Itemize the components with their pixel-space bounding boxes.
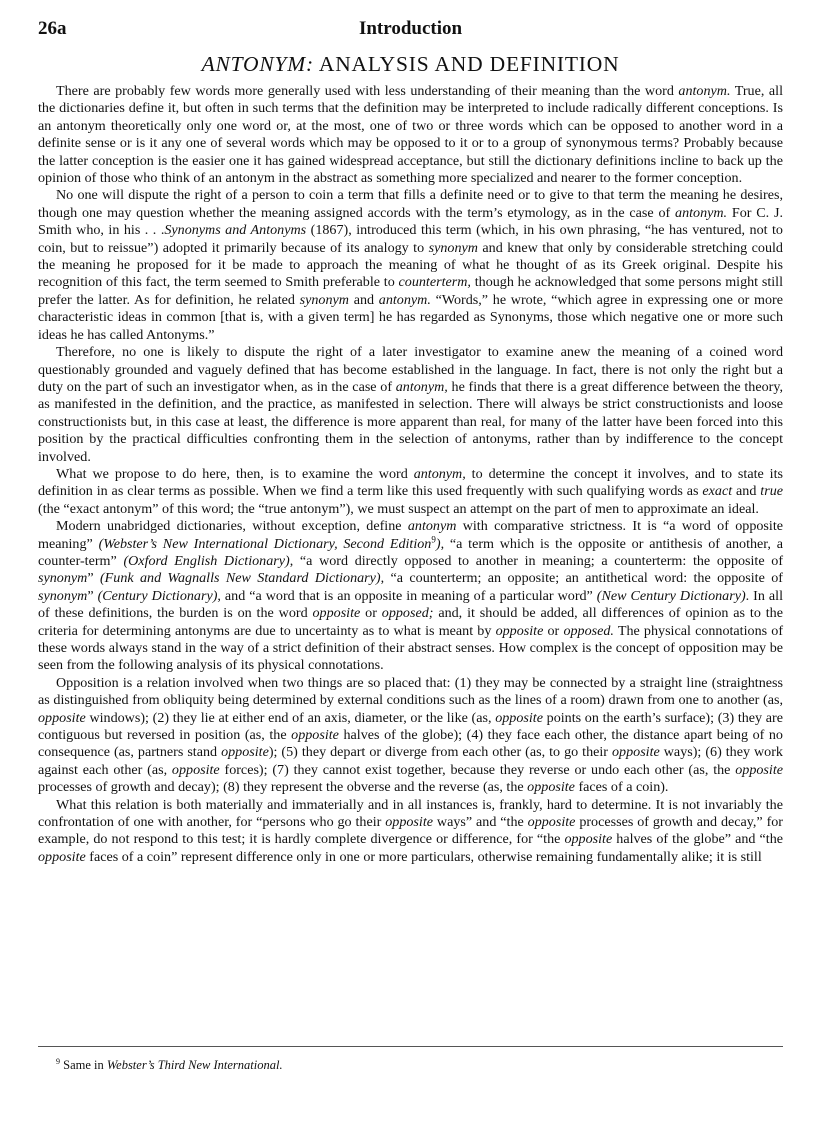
italic-term: Synonyms and Antonyms bbox=[164, 222, 307, 239]
text-run: and bbox=[732, 483, 761, 500]
italic-term: (Funk and Wagnalls New Standard Dictionary) bbox=[99, 570, 381, 587]
text-run: , “a word directly opposed to another in meaning; a counterterm: the opposite of bbox=[289, 552, 784, 569]
italic-term: exact bbox=[702, 483, 733, 500]
title-italic-word: ANTONYM: bbox=[201, 52, 314, 76]
italic-term: (Webster’s New International Dictionary, Second Edition bbox=[98, 535, 432, 552]
italic-term: synonym bbox=[38, 587, 88, 604]
text-run: What we propose to do here, then, is to examine the word bbox=[56, 465, 414, 482]
italic-term: opposite bbox=[38, 709, 86, 726]
text-run: There are probably few words more generally used with less understanding of their meaning than the word bbox=[56, 83, 679, 99]
italic-term: opposite bbox=[495, 622, 544, 639]
italic-term: opposite bbox=[612, 744, 660, 761]
footnote-rule bbox=[38, 1046, 783, 1047]
italic-term: opposite bbox=[527, 814, 576, 831]
text-run: ways); (6) they work against each other (as, bbox=[38, 744, 783, 778]
italic-term: ) bbox=[435, 535, 441, 552]
italic-term: antonym. bbox=[678, 83, 731, 99]
text-run: processes of growth and decay); (8) they represent the obverse and the reverse (as, the bbox=[38, 779, 528, 796]
italic-term: opposite bbox=[385, 814, 433, 831]
paragraph bbox=[38, 83, 783, 187]
italic-term: antonym. bbox=[378, 291, 431, 308]
italic-term: counterterm, bbox=[398, 274, 471, 291]
footnote-text: Same in bbox=[60, 1058, 107, 1072]
text-run: halves of the globe” and “the bbox=[612, 831, 784, 848]
paragraph bbox=[38, 187, 783, 344]
body-text bbox=[38, 83, 783, 866]
text-run: , and “a word that is an opposite in meaning of a particular word” bbox=[217, 587, 597, 604]
paragraph bbox=[38, 344, 783, 466]
footnote-marker: 9 bbox=[56, 1056, 60, 1066]
text-run: faces of a coin). bbox=[574, 779, 669, 796]
italic-term: opposite bbox=[527, 779, 575, 796]
italic-term: opposite bbox=[564, 831, 613, 848]
text-run: windows); (2) they lie at either end of an axis, diameter, or the like (as, bbox=[85, 709, 496, 726]
text-run: points on the earth’s surface); (3) they are contiguous but reversed in position (as, the bbox=[38, 709, 783, 744]
italic-term: antonym, bbox=[413, 465, 466, 482]
text-run: halves of the globe); (4) they face each other, the distance apart being of no consequence (as, partners stand bbox=[38, 727, 783, 761]
text-run: (the “exact antonym” of this word; the “true antonym”), we must suspect an attempt on the part of men to approximate an ideal. bbox=[38, 500, 759, 517]
text-run: processes of growth and decay,” for example, do not respond to this test; it is hardly complete divergence or difference, for “the bbox=[38, 814, 784, 848]
paragraph bbox=[38, 797, 783, 867]
text-run: True, all the dictionaries define it, but often in such terms that the definition may be interpreted to include radically different conceptions. Is an antonym theoretically only one word or, at the most, one of two or three words which can be opposed to another word in a definite sense or is it any one of several words which may be opposed to it or to a group of synonymous terms? Probably because the latter conception is the easier one it has gained widespread acceptance, but still the dictionary definitions incline to back up the opinion of those who think of an antonym in the abstract as something more specialized and nearer to the former conception. bbox=[38, 83, 783, 187]
text-run: The physical connotations of these words always stand in the way of a strict definition of their abstract senses. How complex is the concept of opposition may be seen from the following analysis of its physical connotations. bbox=[38, 622, 784, 674]
italic-term: opposite bbox=[735, 761, 783, 778]
text-run: ” bbox=[87, 570, 100, 587]
italic-term: opposite bbox=[171, 761, 220, 778]
italic-term: opposed. bbox=[563, 622, 614, 639]
text-run: with comparative strictness. It is “a word of opposite meaning” bbox=[38, 518, 783, 552]
text-run: “Words,” he wrote, “which agree in expressing one or more characteristic ideas in common [that is, with a given term] he has regarded as Synonyms, those which negative one or more such ideas he has called Antonyms.” bbox=[38, 291, 783, 343]
title-rest: ANALYSIS AND DEFINITION bbox=[318, 52, 620, 76]
running-head: Introduction bbox=[358, 18, 463, 39]
italic-term: (Oxford English Dictionary) bbox=[123, 552, 290, 569]
italic-term: opposite bbox=[291, 727, 339, 744]
italic-term: opposite bbox=[38, 848, 86, 865]
text-run: For C. J. Smith who, in his . . . bbox=[38, 204, 783, 239]
text-run: and knew that only by considerable stretching could the meaning he proposed for it be made to approach the meaning of what he thought of as its Greek original. Despite his recognition of this fact, the term seemed to Smith preferable to bbox=[38, 239, 783, 291]
text-run: . In all of these definitions, the burden is on the word bbox=[38, 587, 783, 622]
italic-term: (Century Dictionary) bbox=[97, 587, 218, 604]
section-title bbox=[38, 52, 783, 77]
text-run: to determine the concept it involves, and to state its definition in as clear terms as possible. When we find a term like this used frequently with such qualifying words as bbox=[38, 465, 784, 500]
text-run: he finds that there is a great difference between the theory, as manifested in the definition, and the practice, as manifested in selection. There will always be strict constructionists and loose constructionists but, in this case at least, the difference is more apparent than real, for many of the latter have been forced into this position by the practical difficulties confronting them in the selection of antonyms, rather than by indifference to the concept involved. bbox=[38, 378, 783, 465]
text-run: though he acknowledged that some persons might still prefer the latter. As for definition, he related bbox=[38, 274, 784, 308]
text-run: or bbox=[360, 605, 382, 622]
italic-term: opposite bbox=[221, 744, 269, 761]
italic-term: synonym bbox=[38, 570, 88, 587]
italic-term: synonym bbox=[428, 239, 478, 256]
text-run: faces of a coin” represent difference only in one or more particulars, otherwise remaining fundamentally alike; it is still bbox=[85, 848, 762, 865]
footnote-citation: Webster’s Third New International. bbox=[106, 1058, 283, 1072]
text-run: and bbox=[348, 291, 379, 308]
paragraph bbox=[38, 675, 783, 797]
italic-term: antonym bbox=[407, 518, 457, 535]
page-number: 26a bbox=[38, 18, 67, 39]
italic-term: opposite bbox=[312, 605, 361, 622]
paragraph bbox=[38, 466, 783, 518]
text-run: , “a term which is the opposite or antithesis of another, a counter-term” bbox=[38, 535, 783, 569]
text-run: forces); (7) they cannot exist together, because they reverse or undo each other (as, the bbox=[219, 761, 736, 778]
paragraph bbox=[38, 518, 783, 675]
footnote-ref: 9 bbox=[431, 533, 436, 544]
text-run: (1867), introduced this term (which, in his own phrasing, “he has ventured, not to coin, but to reissue”) adopted it primarily because of its analogy to bbox=[38, 222, 783, 256]
text-run: Opposition is a relation involved when two things are so placed that: (1) they may be connected by a straight line (straightness as distinguished from obliquity being determined by external conditions such as the lines of a room) drawn from one to another (as, bbox=[38, 674, 783, 709]
text-run: No one will dispute the right of a person to coin a term that fills a definite need or to give to that term the meaning he desires, though one may question whether the meaning assigned accords with the term’s etymology, as in the case of bbox=[38, 187, 783, 221]
text-run: and, it should be added, all differences of opinion as to the criteria for determining antonyms are due to uncertainty as to what is meant by bbox=[38, 605, 783, 639]
italic-term: opposite bbox=[495, 709, 543, 726]
text-run: ways” and “the bbox=[433, 814, 528, 831]
italic-term: synonym bbox=[299, 291, 349, 308]
page-header bbox=[38, 18, 783, 42]
italic-term: antonym, bbox=[395, 378, 448, 395]
text-run: , “a counterterm; an opposite; an antithetical word: the opposite of bbox=[380, 570, 783, 587]
text-run: Modern unabridged dictionaries, without exception, define bbox=[56, 518, 408, 535]
text-run: or bbox=[543, 622, 564, 639]
text-run: What this relation is both materially and immaterially and in all instances is, frankly, hard to determine. It is not invariably the confrontation of one with another, for “persons who go their bbox=[38, 796, 783, 831]
text-run: ” bbox=[87, 587, 98, 604]
italic-term: true bbox=[760, 483, 783, 500]
italic-term: opposed; bbox=[381, 605, 434, 622]
italic-term: (New Century Dictionary) bbox=[596, 587, 746, 604]
footnote bbox=[56, 1058, 783, 1073]
text-run: ); (5) they depart or diverge from each other (as, to go their bbox=[268, 744, 612, 761]
italic-term: antonym. bbox=[675, 204, 728, 221]
text-run: Therefore, no one is likely to dispute the right of a later investigator to examine anew the meaning of a coined word questionably grounded and vaguely defined that has become established in the language. In fact, there is not only the right but a duty on the part of such an investigator when, as in the case of bbox=[38, 344, 783, 395]
